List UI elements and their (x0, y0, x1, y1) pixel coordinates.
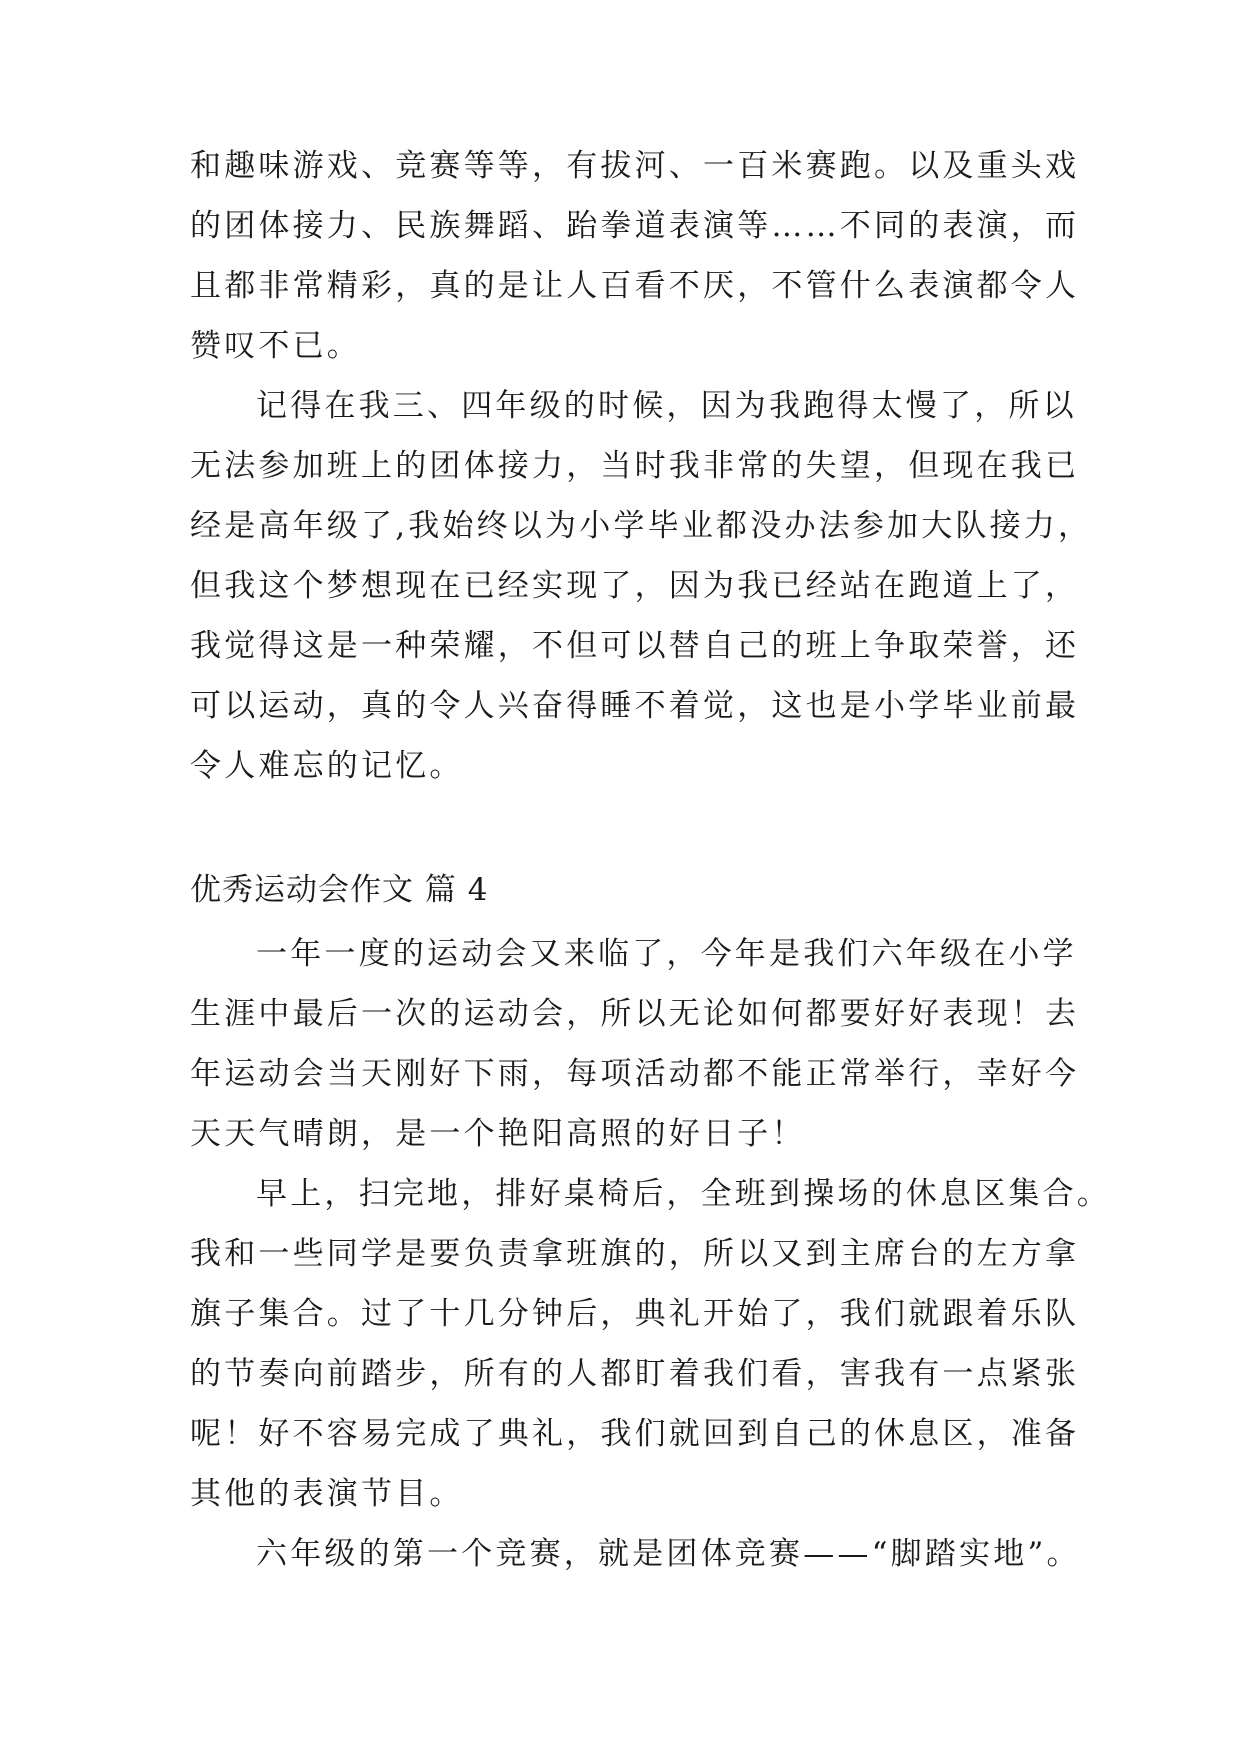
text-line: 六年级的第一个竞赛，就是团体竞赛——“脚踏实地”。 (256, 1536, 1081, 1572)
text-line: 的团体接力、民族舞蹈、跆拳道表演等……不同的表演，而 (190, 208, 1080, 244)
text-line: 一年一度的运动会又来临了，今年是我们六年级在小学 (256, 936, 1077, 972)
text-line: 赞叹不已。 (190, 328, 361, 364)
text-line: 无法参加班上的团体接力，当时我非常的失望，但现在我已 (190, 448, 1080, 484)
text-line: 天天气晴朗，是一个艳阳高照的好日子！ (190, 1116, 806, 1152)
text-line: 但我这个梦想现在已经实现了，因为我已经站在跑道上了， (190, 568, 1080, 604)
text-line: 我觉得这是一种荣耀，不但可以替自己的班上争取荣誉，还 (190, 628, 1080, 664)
text-line: 经是高年级了,我始终以为小学毕业都没办法参加大队接力， (190, 508, 1093, 544)
paragraph-memory (190, 376, 1093, 796)
text-line: 记得在我三、四年级的时候，因为我跑得太慢了，所以 (256, 388, 1077, 424)
text-line: 旗子集合。过了十几分钟后，典礼开始了，我们就跟着乐队 (190, 1296, 1080, 1332)
paragraph-continuation (190, 136, 1080, 376)
paragraph-intro (190, 924, 1080, 1164)
bottom-text-block (190, 924, 1111, 1584)
top-text-block (190, 136, 1093, 796)
paragraph-competition (190, 1524, 1081, 1584)
section-heading: 优秀运动会作文 篇 4 (190, 872, 489, 908)
text-line: 早上，扫完地，排好桌椅后，全班到操场的休息区集合。 (256, 1176, 1111, 1212)
text-line: 的节奏向前踏步，所有的人都盯着我们看，害我有一点紧张 (190, 1356, 1080, 1392)
text-line: 我和一些同学是要负责拿班旗的，所以又到主席台的左方拿 (190, 1236, 1080, 1272)
text-line: 生涯中最后一次的运动会，所以无论如何都要好好表现！去 (190, 996, 1080, 1032)
text-line: 呢！好不容易完成了典礼，我们就回到自己的休息区，准备 (190, 1416, 1080, 1452)
text-line: 令人难忘的记忆。 (190, 748, 464, 784)
text-line: 可以运动，真的令人兴奋得睡不着觉，这也是小学毕业前最 (190, 688, 1080, 724)
text-line: 和趣味游戏、竞赛等等，有拔河、一百米赛跑。以及重头戏 (190, 148, 1080, 184)
paragraph-morning (190, 1164, 1111, 1524)
text-line: 其他的表演节目。 (190, 1476, 464, 1512)
text-line: 且都非常精彩，真的是让人百看不厌，不管什么表演都令人 (190, 268, 1080, 304)
text-line: 年运动会当天刚好下雨，每项活动都不能正常举行，幸好今 (190, 1056, 1080, 1092)
